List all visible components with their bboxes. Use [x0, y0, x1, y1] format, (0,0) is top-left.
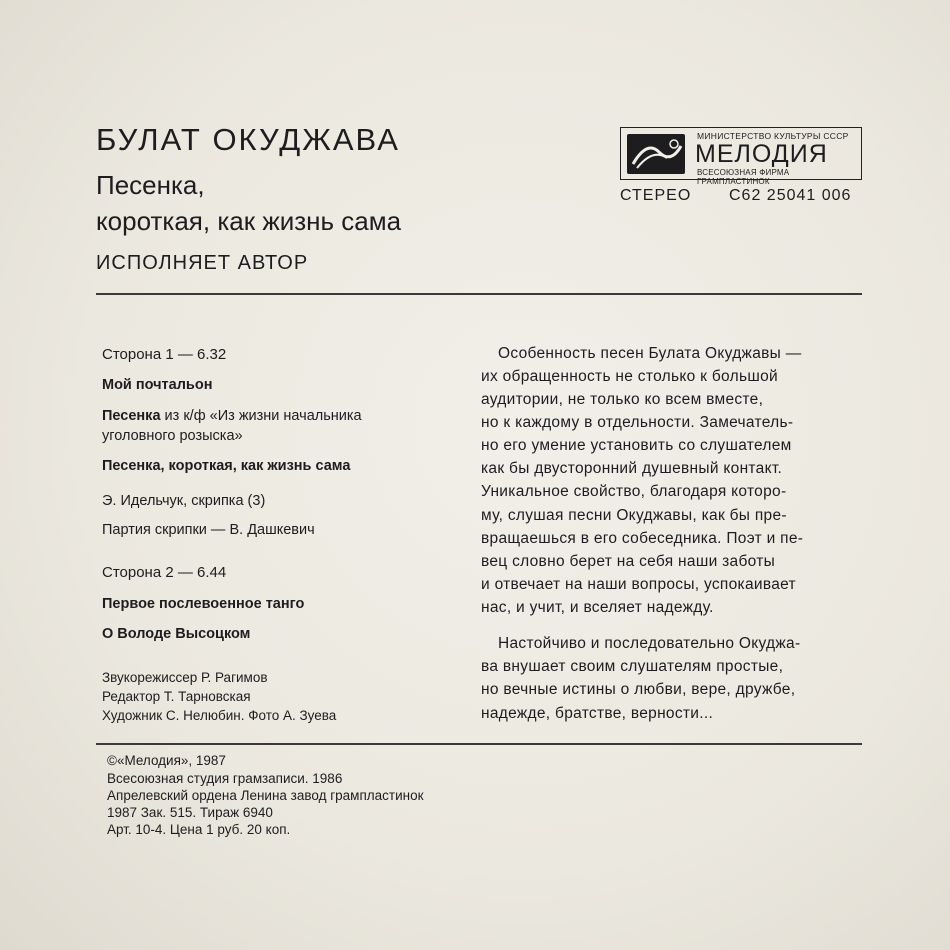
- credit-engineer: Звукорежиссер Р. Рагимов: [102, 670, 268, 685]
- logo-brand-text: МЕЛОДИЯ: [695, 140, 828, 168]
- logo-ministry-text: МИНИСТЕРСТВО КУЛЬТУРЫ СССР: [697, 131, 849, 141]
- notes-line: Уникальное свойство, благодаря которо-: [481, 483, 787, 500]
- notes-line: му, слушая песни Окуджавы, как бы пре-: [481, 507, 787, 524]
- side1-track3: Песенка, короткая, как жизнь сама: [102, 458, 351, 474]
- notes-line: вращаешься в его собеседника. Поэт и пе-: [481, 530, 804, 547]
- melodiya-emblem-icon: [627, 134, 685, 174]
- side1-track2-title: Песенка: [102, 408, 161, 424]
- side1-credit1: Э. Идельчук, скрипка (3): [102, 493, 266, 509]
- footer-studio: Всесоюзная студия грамзаписи. 1986: [107, 771, 343, 786]
- side1-track1: Мой почтальон: [102, 377, 213, 393]
- notes-line: вец словно берет на себя наши заботы: [481, 553, 776, 570]
- artist-name: БУЛАТ ОКУДЖАВА: [96, 122, 400, 157]
- melodiya-logo: [620, 127, 862, 186]
- footer-plant: Апрелевский ордена Ленина завод грампластинок: [107, 788, 424, 803]
- footer-copyright: ©«Мелодия», 1987: [107, 753, 226, 768]
- side1-heading: Сторона 1 — 6.32: [102, 346, 227, 363]
- performer-note: ИСПОЛНЯЕТ АВТОР: [96, 252, 309, 274]
- notes-line: и отвечает на наши вопросы, успокаивает: [481, 576, 796, 593]
- side2-track2: О Володе Высоцком: [102, 626, 251, 642]
- notes-line: как бы двусторонний душевный контакт.: [481, 460, 783, 477]
- side1-track2-source: из к/ф «Из жизни начальника: [160, 408, 362, 424]
- notes-line: но к каждому в отдельности. Замечатель-: [481, 414, 794, 431]
- notes-line: ва внушает своим слушателям простые,: [481, 658, 784, 675]
- logo-firm-text: ВСЕСОЮЗНАЯ ФИРМА ГРАМПЛАСТИНОК: [697, 168, 790, 186]
- notes-line: но вечные истины о любви, вере, дружбе,: [481, 681, 796, 698]
- notes-line: надежде, братстве, верности...: [481, 705, 714, 722]
- notes-line: нас, и учит, и вселяет надежду.: [481, 599, 714, 616]
- notes-line: Настойчиво и последовательно Окуджа-: [498, 635, 801, 652]
- side2-heading: Сторона 2 — 6.44: [102, 564, 227, 581]
- notes-line: аудитории, не только ко всем вместе,: [481, 391, 764, 408]
- album-title-line1: Песенка,: [96, 170, 205, 200]
- side1-track2: [102, 408, 362, 424]
- credit-artist: Художник С. Нелюбин. Фото А. Зуева: [102, 708, 337, 723]
- bottom-divider: [96, 743, 862, 745]
- footer-price: Арт. 10-4. Цена 1 руб. 20 коп.: [107, 822, 291, 837]
- album-title-line2: короткая, как жизнь сама: [96, 206, 402, 236]
- catalog-number: С62 25041 006: [729, 187, 852, 204]
- side1-credit2: Партия скрипки — В. Дашкевич: [102, 522, 315, 538]
- top-divider: [96, 293, 862, 295]
- side2-track1: Первое послевоенное танго: [102, 596, 305, 612]
- stereo-label: СТЕРЕО: [620, 187, 692, 204]
- notes-line: но его умение установить со слушателем: [481, 437, 792, 454]
- footer-order: 1987 Зак. 515. Тираж 6940: [107, 805, 273, 820]
- notes-line: их обращенность не столько к большой: [481, 368, 778, 385]
- notes-line: Особенность песен Булата Окуджавы —: [498, 345, 802, 362]
- credit-editor: Редактор Т. Тарновская: [102, 689, 251, 704]
- side1-track2-line2: уголовного розыска»: [102, 428, 243, 444]
